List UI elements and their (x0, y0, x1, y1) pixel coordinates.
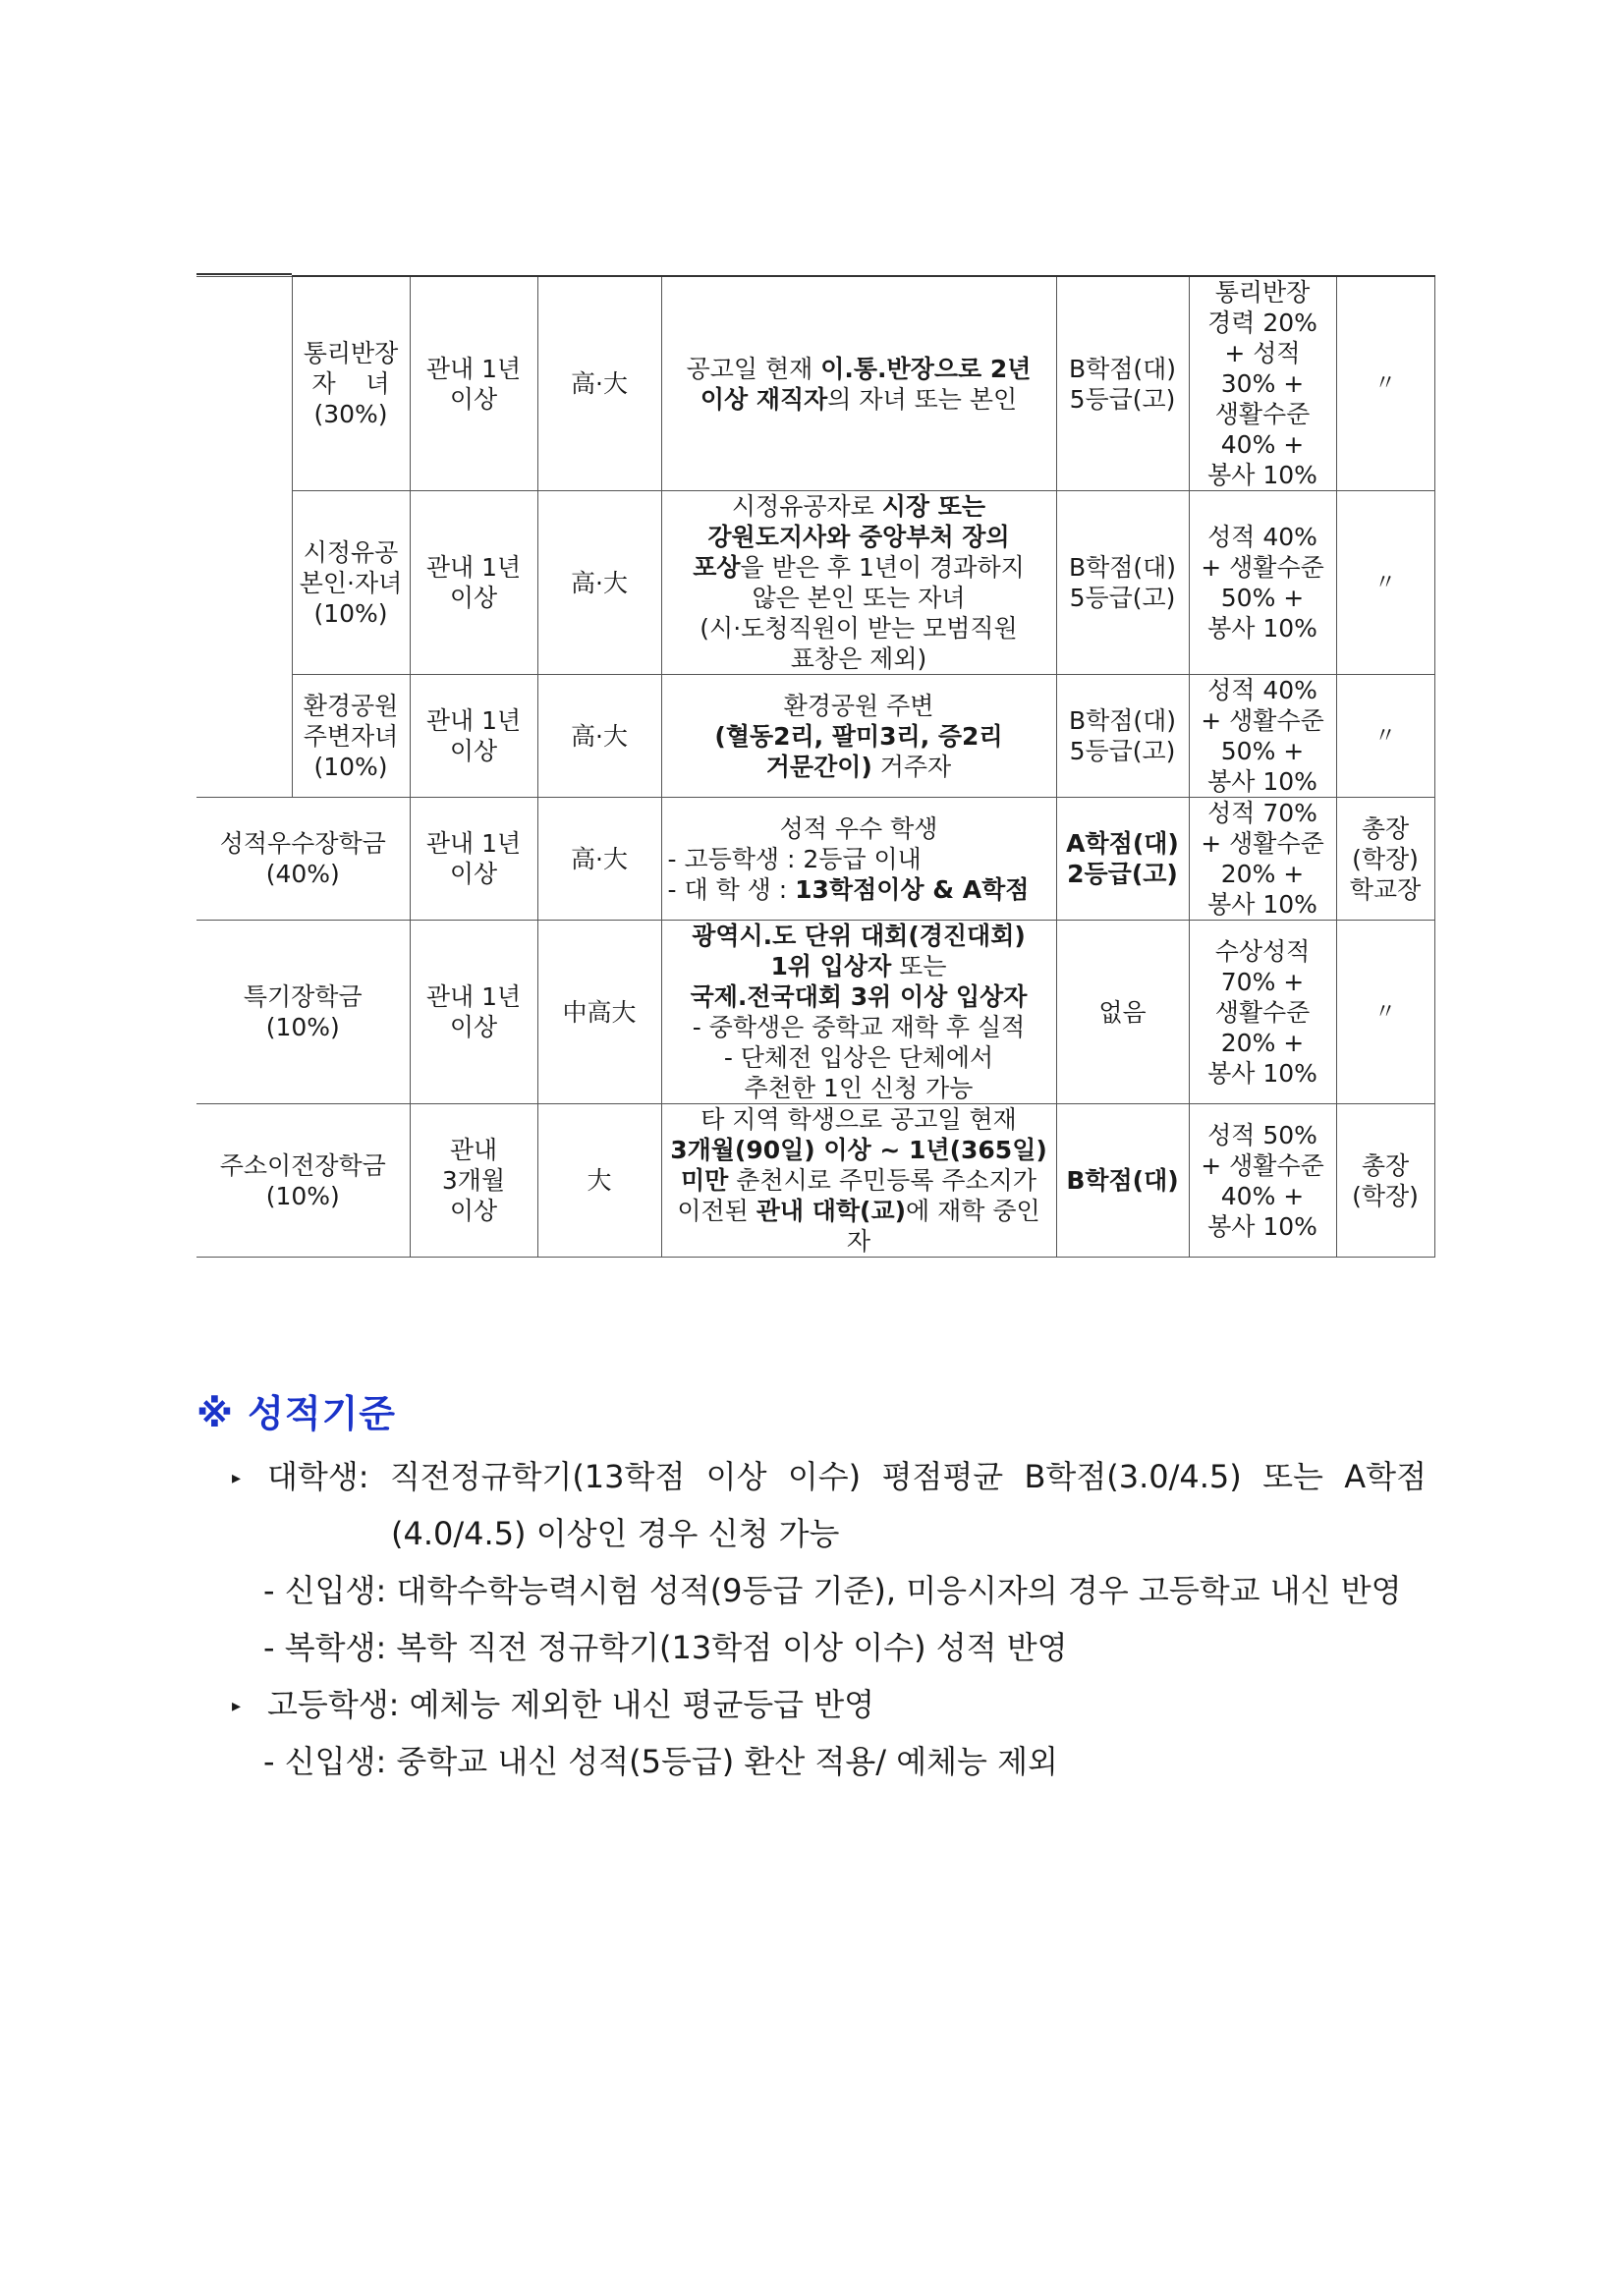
condition-line (664, 1104, 1054, 1135)
condition-text: 춘천시로 주민등록 주소지가 (728, 1166, 1036, 1195)
condition-line (664, 951, 1054, 981)
condition-cell (661, 491, 1056, 675)
condition-line (664, 491, 1054, 522)
category-line: 본인·자녀 (299, 568, 403, 597)
category-cell (196, 1104, 410, 1258)
residence-cell (410, 675, 537, 798)
residence-line: 관내 1년 (425, 553, 522, 582)
condition-line (664, 1042, 1054, 1073)
residence-cell (410, 1104, 537, 1258)
selection-line: + 생활수준 (1201, 706, 1324, 735)
condition-line (664, 1135, 1054, 1165)
selection-line: + 성적 (1224, 339, 1301, 367)
condition-line (664, 384, 1054, 415)
grade-line: 5등급(고) (1069, 384, 1176, 414)
grade-requirement-cell (1056, 798, 1189, 921)
school-level-cell: 高·大 (537, 276, 661, 491)
residence-line: 관내 1년 (425, 354, 522, 383)
residence-line: 이상 (449, 584, 498, 612)
condition-line (664, 813, 1054, 844)
recommender-cell (1336, 675, 1434, 798)
grade-line: 5등급(고) (1069, 737, 1176, 765)
selection-line: 봉사 10% (1207, 890, 1317, 919)
condition-text: 이전된 (677, 1197, 756, 1225)
selection-line: 생활수준 (1214, 997, 1311, 1027)
residence-line: 관내 1년 (425, 829, 522, 858)
condition-cell (661, 276, 1056, 491)
condition-text: 공고일 현재 (686, 354, 821, 383)
ditto-mark: 〃 (1373, 723, 1396, 749)
condition-text: - 중학생은 중학교 재학 후 실적 (692, 1013, 1026, 1041)
recommender-line: 학교장 (1349, 874, 1422, 904)
category-line: 주소이전장학금 (219, 1150, 386, 1180)
selection-line: 경력 20% (1207, 308, 1317, 337)
condition-line (664, 644, 1054, 674)
category-line: 주변자녀 (303, 721, 399, 751)
residence-cell (410, 921, 537, 1104)
selection-line: 70% + (1220, 967, 1305, 996)
condition-line (664, 583, 1054, 613)
condition-text: 추천한 1인 신청 가능 (744, 1074, 974, 1102)
scholarship-table (196, 275, 1435, 1258)
category-line: 시정유공 (303, 537, 399, 567)
residence-cell (410, 798, 537, 921)
residence-cell (410, 276, 537, 491)
condition-text: 시정유공자로 (731, 492, 882, 521)
ditto-mark: 〃 (1373, 999, 1396, 1025)
selection-line: 성적 50% (1207, 1120, 1317, 1149)
criteria-title: ※ 성적기준 (196, 1392, 397, 1435)
school-level-cell: 大 (537, 1104, 661, 1258)
selection-criteria-cell (1189, 276, 1336, 491)
table-row (196, 1104, 1434, 1258)
condition-text: 이.통.반장으로 2년 (820, 354, 1032, 383)
condition-text: 표창은 제외) (790, 644, 927, 673)
condition-line (664, 522, 1054, 552)
category-line: 통리반장 (303, 339, 399, 367)
residence-line: 관내 (449, 1136, 498, 1164)
category-line: (10%) (265, 1013, 340, 1041)
table-row (196, 798, 1434, 921)
category-line: 환경공원 (303, 691, 399, 720)
condition-cell (661, 1104, 1056, 1258)
selection-criteria-cell (1189, 675, 1336, 798)
grade-requirement-cell (1056, 1104, 1189, 1258)
table-row (196, 276, 1434, 491)
condition-line (664, 1073, 1054, 1103)
selection-line: 생활수준 (1214, 400, 1311, 428)
school-level-cell: 高·大 (537, 675, 661, 798)
school-level-cell: 高·大 (537, 491, 661, 675)
condition-line (664, 1196, 1054, 1226)
selection-criteria-cell (1189, 1104, 1336, 1258)
condition-text: - 고등학생 : 2등급 이내 (667, 844, 922, 873)
criteria-university-text: 대학생: 직전정규학기(13학점 이상 이수) 평점평균 B학점(3.0/4.5) 또는 A학점 (267, 1458, 1427, 1495)
selection-line: 봉사 10% (1207, 1211, 1317, 1241)
ditto-mark: 〃 (1373, 371, 1396, 396)
recommender-line: (학장) (1352, 844, 1419, 873)
condition-text: 환경공원 주변 (783, 691, 934, 720)
condition-line (664, 721, 1054, 752)
selection-line: 성적 40% (1207, 676, 1317, 704)
category-cell (196, 921, 410, 1104)
criteria-university-cont-text: (4.0/4.5) 이상인 경우 신청 가능 (391, 1515, 840, 1552)
condition-text: 을 받은 후 1년이 경과하지 (740, 553, 1025, 582)
condition-text: 거문간이) (765, 752, 872, 781)
row-group-stub-cell (196, 276, 292, 491)
grade-line: A학점(대) (1066, 829, 1179, 858)
category-line: (10%) (265, 1181, 340, 1210)
ditto-mark: 〃 (1373, 570, 1396, 595)
recommender-cell (1336, 921, 1434, 1104)
selection-line: 봉사 10% (1207, 1058, 1317, 1088)
condition-cell (661, 675, 1056, 798)
selection-criteria-cell (1189, 921, 1336, 1104)
residence-line: 이상 (449, 737, 498, 765)
residence-line: 이상 (449, 1013, 498, 1041)
grade-requirement-cell (1056, 921, 1189, 1104)
condition-text: 관내 대학(교) (756, 1197, 907, 1225)
table-row (196, 491, 1434, 675)
grade-requirement-cell (1056, 675, 1189, 798)
selection-line: 봉사 10% (1207, 767, 1317, 796)
selection-criteria-cell (1189, 491, 1336, 675)
condition-text: 포상 (693, 553, 741, 582)
residence-line: 관내 1년 (425, 706, 522, 735)
condition-text: 1위 입상자 (770, 952, 892, 980)
condition-text: 이상 재직자 (700, 384, 828, 414)
recommender-cell (1336, 276, 1434, 491)
recommender-line: (학장) (1352, 1181, 1419, 1210)
condition-text: 13학점이상 & A학점 (795, 874, 1030, 904)
criteria-returning-text: - 복학생: 복학 직전 정규학기(13학점 이상 이수) 성적 반영 (263, 1629, 1068, 1666)
category-line: 특기장학금 (243, 982, 363, 1011)
condition-text: 거주자 (871, 752, 952, 781)
category-cell (292, 491, 410, 675)
condition-line (664, 752, 1054, 782)
condition-text: (혈동2리, 팔미3리, 증2리 (714, 721, 1003, 751)
school-level-cell: 中高大 (537, 921, 661, 1104)
recommender-line: 총장 (1361, 1150, 1410, 1180)
criteria-freshman-high-text: - 신입생: 중학교 내신 성적(5등급) 환산 적용/ 예체능 제외 (263, 1743, 1058, 1780)
condition-line (664, 1226, 1054, 1257)
residence-line: 3개월 (441, 1166, 506, 1195)
condition-line (664, 844, 1054, 874)
recommender-cell (1336, 1104, 1434, 1258)
table-row (196, 675, 1434, 798)
condition-cell (661, 798, 1056, 921)
criteria-highschool-text: 고등학생: 예체능 제외한 내신 평균등급 반영 (267, 1686, 875, 1723)
condition-text: 광역시.도 단위 대회(경진대회) (692, 922, 1026, 950)
grade-requirement-cell (1056, 491, 1189, 675)
grade-line: 2등급(고) (1067, 860, 1178, 888)
residence-line: 이상 (449, 1197, 498, 1225)
selection-line: 20% + (1220, 860, 1305, 888)
triangle-bullet-icon: ▸ (232, 1468, 242, 1488)
condition-line (664, 691, 1054, 721)
selection-line: 40% + (1220, 1181, 1305, 1210)
condition-text: - 대 학 생 : (667, 874, 796, 904)
residence-line: 관내 1년 (425, 982, 522, 1011)
selection-line: 30% + (1220, 369, 1305, 398)
table-row (196, 921, 1434, 1104)
condition-line (664, 552, 1054, 583)
category-line: 성적우수장학금 (219, 829, 386, 858)
condition-text: 의 자녀 또는 본인 (827, 384, 1018, 414)
row-group-stub-cell (196, 675, 292, 798)
selection-line: 통리반장 (1214, 278, 1311, 307)
condition-text: 성적 우수 학생 (779, 813, 938, 843)
selection-line: 20% + (1220, 1028, 1305, 1057)
grade-line: 없음 (1098, 997, 1147, 1027)
selection-criteria-cell (1189, 798, 1336, 921)
grade-line: B학점(대) (1066, 1166, 1179, 1195)
condition-line (664, 981, 1054, 1012)
selection-line: + 생활수준 (1201, 553, 1324, 582)
condition-text: 자 (846, 1227, 871, 1256)
grade-line: 5등급(고) (1069, 584, 1176, 612)
grade-line: B학점(대) (1068, 354, 1177, 383)
grade-line: B학점(대) (1068, 706, 1177, 735)
residence-line: 이상 (449, 384, 498, 414)
condition-text: (시·도청직원이 받는 모범직원 (700, 614, 1018, 643)
condition-line (664, 921, 1054, 951)
row-group-stub-cell (196, 491, 292, 675)
selection-line: + 생활수준 (1201, 1150, 1324, 1180)
category-line: 자 녀 (311, 369, 390, 398)
category-cell (196, 798, 410, 921)
selection-line: 성적 40% (1207, 523, 1317, 551)
category-line: (10%) (313, 752, 388, 781)
selection-line: 봉사 10% (1207, 614, 1317, 643)
grade-line: B학점(대) (1068, 553, 1177, 582)
condition-line (664, 613, 1054, 644)
category-line: (30%) (313, 400, 388, 428)
condition-line (664, 1012, 1054, 1042)
condition-text: 또는 (891, 952, 947, 980)
recommender-cell (1336, 798, 1434, 921)
condition-text: 타 지역 학생으로 공고일 현재 (700, 1105, 1017, 1134)
condition-text: 미만 (681, 1166, 729, 1195)
selection-line: 40% + (1220, 430, 1305, 459)
condition-text: 3개월(90일) 이상 ~ 1년(365일) (670, 1136, 1047, 1164)
selection-line: 50% + (1220, 584, 1305, 612)
selection-line: + 생활수준 (1201, 829, 1324, 858)
selection-line: 봉사 10% (1207, 461, 1317, 489)
selection-line: 50% + (1220, 737, 1305, 765)
selection-line: 성적 70% (1207, 799, 1317, 827)
criteria-freshman-univ-text: - 신입생: 대학수학능력시험 성적(9등급 기준), 미응시자의 경우 고등학교 내신 반영 (263, 1572, 1402, 1609)
school-level-cell: 高·大 (537, 798, 661, 921)
condition-text: 국제.전국대회 3위 이상 입상자 (690, 982, 1028, 1011)
triangle-bullet-icon: ▸ (232, 1696, 242, 1716)
grade-requirement-cell (1056, 276, 1189, 491)
selection-line: 수상성적 (1214, 936, 1311, 966)
condition-text: - 단체전 입상은 단체에서 (723, 1043, 994, 1072)
condition-line (664, 1165, 1054, 1196)
condition-text: 시장 또는 (881, 492, 986, 521)
residence-line: 이상 (449, 860, 498, 888)
condition-cell (661, 921, 1056, 1104)
condition-text: 강원도지사와 중앙부처 장의 (707, 523, 1010, 551)
residence-cell (410, 491, 537, 675)
condition-text: 에 재학 중인 (906, 1197, 1040, 1225)
condition-line (664, 874, 1054, 905)
category-cell (292, 276, 410, 491)
category-line: (10%) (313, 598, 388, 628)
category-cell (292, 675, 410, 798)
category-line: (40%) (265, 860, 340, 888)
condition-text: 않은 본인 또는 자녀 (752, 584, 966, 612)
recommender-line: 총장 (1361, 813, 1410, 843)
condition-line (664, 354, 1054, 384)
recommender-cell (1336, 491, 1434, 675)
